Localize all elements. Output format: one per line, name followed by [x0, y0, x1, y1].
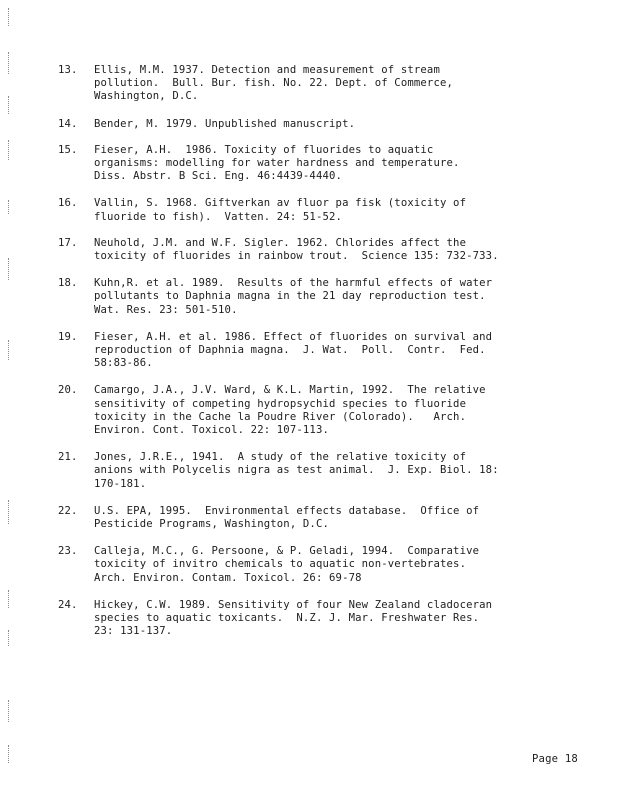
reference-number: 20. [58, 384, 78, 397]
reference-text [94, 277, 558, 317]
margin-artifact [8, 200, 11, 214]
reference-number: 24. [58, 598, 78, 611]
reference-line: Kuhn,R. et al. 1989. Results of the harmful effects of water [94, 277, 493, 290]
reference-text [94, 505, 558, 531]
reference-number: 15. [58, 143, 78, 156]
reference-line: species to aquatic toxicants. N.Z. J. Mar. Freshwater Res. [94, 612, 480, 625]
reference-line: fluoride to fish). Vatten. 24: 51-52. [94, 210, 343, 223]
reference-line: pollution. Bull. Bur. fish. No. 22. Dept. of Commerce, [94, 77, 454, 90]
reference-item [58, 64, 558, 104]
reference-item [58, 599, 558, 639]
reference-line: reproduction of Daphnia magna. J. Wat. Poll. Contr. Fed. [94, 344, 486, 357]
reference-text [94, 599, 558, 639]
reference-line: Bender, M. 1979. Unpublished manuscript. [94, 117, 356, 130]
reference-number: 16. [58, 197, 78, 210]
reference-text [94, 451, 558, 491]
reference-number: 18. [58, 277, 78, 290]
reference-line: toxicity in the Cache la Poudre River (Colorado). Arch. [94, 410, 467, 423]
reference-line: toxicity of fluorides in rainbow trout. Science 135: 732-733. [94, 250, 499, 263]
reference-item [58, 505, 558, 531]
reference-item [58, 118, 558, 131]
reference-line: Environ. Cont. Toxicol. 22: 107-113. [94, 424, 330, 437]
reference-number: 21. [58, 451, 78, 464]
reference-line: Hickey, C.W. 1989. Sensitivity of four New Zealand cladoceran [94, 598, 493, 611]
margin-artifact [8, 140, 11, 160]
reference-item [58, 384, 558, 437]
reference-line: Neuhold, J.M. and W.F. Sigler. 1962. Chlorides affect the [94, 236, 467, 249]
reference-item [58, 237, 558, 263]
reference-line: Ellis, M.M. 1937. Detection and measurement of stream [94, 64, 440, 76]
margin-artifact [8, 96, 11, 114]
reference-number: 22. [58, 504, 78, 517]
reference-item [58, 144, 558, 184]
reference-line: Washington, D.C. [94, 90, 199, 103]
reference-line: Calleja, M.C., G. Persoone, & P. Geladi, 1994. Comparative [94, 545, 480, 558]
page-number: Page 18 [531, 753, 578, 765]
reference-line: toxicity of invitro chemicals to aquatic non-vertebrates. [94, 558, 467, 571]
reference-line: Jones, J.R.E., 1941. A study of the relative toxicity of [94, 451, 467, 464]
reference-text [94, 384, 558, 437]
reference-number: 17. [58, 236, 78, 249]
reference-line: Pesticide Programs, Washington, D.C. [94, 518, 330, 531]
margin-artifact [8, 500, 11, 524]
reference-line: 170-181. [94, 477, 147, 490]
reference-number: 19. [58, 330, 78, 343]
reference-line: U.S. EPA, 1995. Environmental effects database. Office of [94, 504, 480, 517]
reference-item [58, 545, 558, 585]
reference-text [94, 331, 558, 371]
reference-line: 58:83-86. [94, 357, 153, 370]
reference-line: 23: 131-137. [94, 625, 173, 638]
margin-artifact [8, 52, 11, 74]
reference-number: 23. [58, 545, 78, 558]
reference-line: Camargo, J.A., J.V. Ward, & K.L. Martin, 1992. The relative [94, 384, 486, 397]
reference-number: 14. [58, 117, 78, 130]
reference-line: sensitivity of competing hydropsychid species to fluoride [94, 397, 467, 410]
margin-artifact [8, 745, 11, 763]
reference-line: anions with Polycelis nigra as test animal. J. Exp. Biol. 18: [94, 464, 499, 477]
reference-line: Vallin, S. 1968. Giftverkan av fluor pa fisk (toxicity of [94, 197, 467, 210]
reference-text [94, 197, 558, 223]
margin-artifact [8, 630, 11, 646]
reference-item [58, 197, 558, 223]
reference-line: Wat. Res. 23: 501-510. [94, 303, 238, 316]
reference-line: pollutants to Daphnia magna in the 21 day reproduction test. [94, 290, 486, 303]
reference-item [58, 451, 558, 491]
reference-number: 13. [58, 64, 78, 76]
reference-text [94, 64, 558, 104]
reference-line: Fieser, A.H. 1986. Toxicity of fluorides to aquatic [94, 143, 434, 156]
reference-text [94, 144, 558, 184]
margin-artifact [8, 8, 11, 26]
reference-line: Fieser, A.H. et al. 1986. Effect of fluorides on survival and [94, 330, 493, 343]
reference-line: Arch. Environ. Contam. Toxicol. 26: 69-78 [94, 571, 362, 584]
reference-text [94, 118, 558, 131]
reference-line: Diss. Abstr. B Sci. Eng. 46:4439-4440. [94, 170, 343, 183]
reference-text [94, 237, 558, 263]
margin-artifact [8, 590, 11, 608]
reference-text [94, 545, 558, 585]
reference-item [58, 331, 558, 371]
reference-line: organisms: modelling for water hardness and temperature. [94, 157, 460, 170]
margin-artifact [8, 340, 11, 360]
margin-artifact [8, 700, 11, 722]
reference-list [58, 64, 558, 639]
margin-artifact [8, 258, 11, 280]
reference-item [58, 277, 558, 317]
